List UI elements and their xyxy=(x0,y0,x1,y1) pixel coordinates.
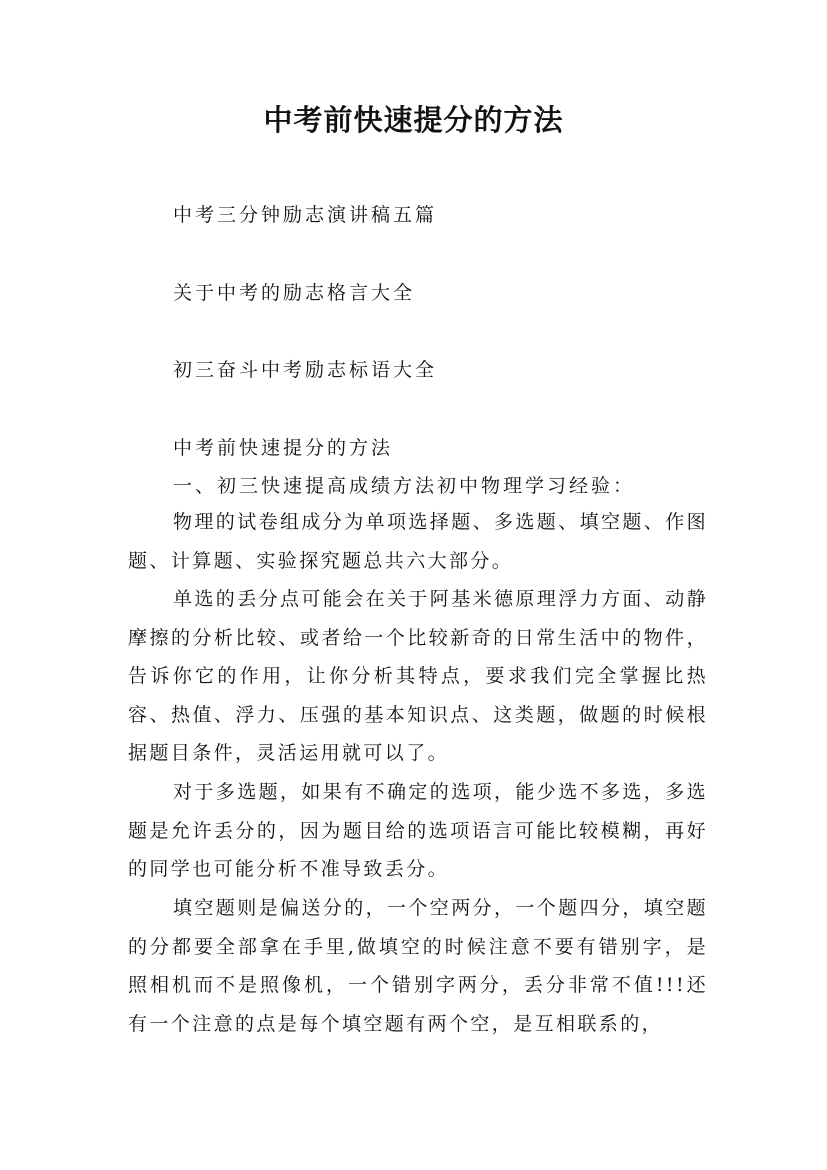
body-paragraph: 填空题则是偏送分的，一个空两分，一个题四分，填空题的分都要全部拿在手里,做填空的时候注意不要有错别字，是照相机而不是照像机，一个错别字两分，丢分非常不值!!!还有一个注意的点是每个填空题有两个空，是互相联系的， xyxy=(128,897,709,1035)
related-article-link[interactable]: 初三奋斗中考励志标语大全 xyxy=(173,359,438,381)
body-paragraph: 物理的试卷组成分为单项选择题、多选题、填空题、作图题、计算题、实验探究题总共六大部分。 xyxy=(128,511,709,572)
body-paragraph: 对于多选题，如果有不确定的选项，能少选不多选，多选题是允许丢分的，因为题目给的选项语言可能比较模糊，再好的同学也可能分析不准导致丢分。 xyxy=(128,781,709,880)
document-title: 中考前快速提分的方法 xyxy=(263,103,564,137)
section-heading: 一、初三快速提高成绩方法初中物理学习经验： xyxy=(173,475,636,497)
section-title: 中考前快速提分的方法 xyxy=(173,437,394,459)
related-article-link[interactable]: 中考三分钟励志演讲稿五篇 xyxy=(173,204,438,226)
related-article-link[interactable]: 关于中考的励志格言大全 xyxy=(173,282,416,304)
body-paragraph: 单选的丢分点可能会在关于阿基米德原理浮力方面、动静摩擦的分析比较、或者给一个比较新奇的日常生活中的物件，告诉你它的作用，让你分析其特点，要求我们完全掌握比热容、热值、浮力、压强的基本知识点、这类题，做题的时候根据题目条件，灵活运用就可以了。 xyxy=(128,588,709,764)
